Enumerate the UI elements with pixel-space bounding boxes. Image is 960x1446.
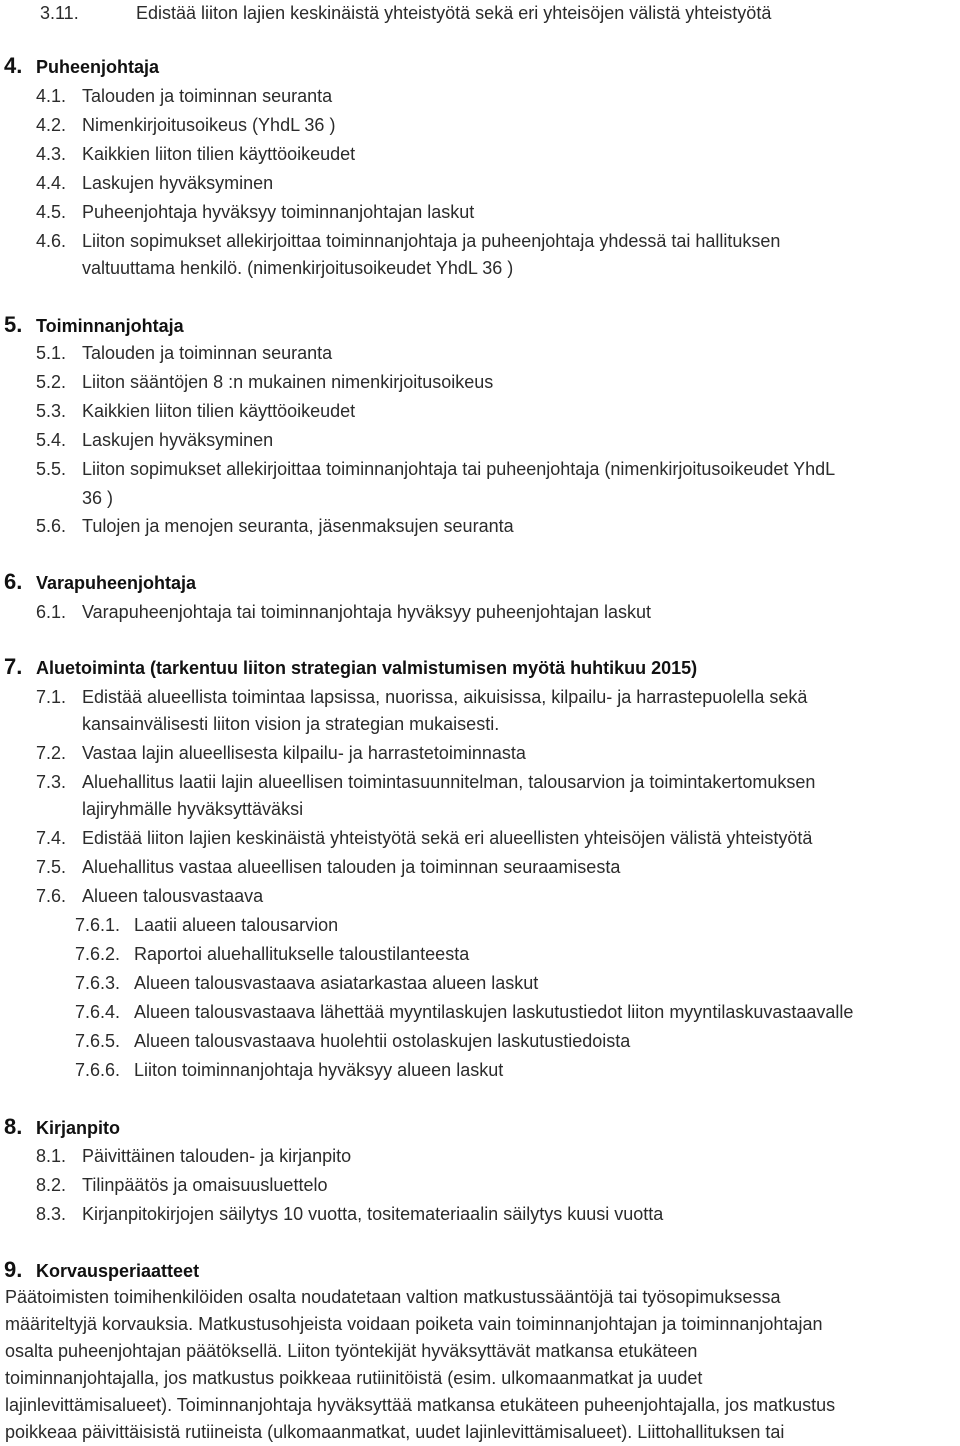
item-number: 5.4. [36, 430, 67, 450]
item-number: 7.6.6. [75, 1060, 121, 1080]
item-number: 7.4. [36, 828, 67, 848]
list-item-7-5 [36, 856, 620, 878]
list-item-5-5-continued: 36 ) [82, 488, 114, 508]
list-item-4-4 [36, 172, 273, 194]
item-text: Aluehallitus vastaa alueellisen talouden ja toiminnan seuraamisesta [82, 857, 621, 877]
section-number: 6. [4, 569, 23, 594]
section-number: 4. [4, 53, 23, 78]
item-number: 5.2. [36, 372, 67, 392]
paragraph-line: toiminnanjohtajalla, jos matkustus poikkeaa rutiinitöistä (esim. ulkomaanmatkat ja uudet [5, 1368, 703, 1388]
section-number: 9. [4, 1257, 23, 1282]
list-item-6-1 [36, 601, 651, 623]
list-item-7-1 [36, 686, 807, 708]
section-title: Kirjanpito [36, 1118, 120, 1138]
item-number: 7.1. [36, 687, 67, 707]
list-item-7-4 [36, 827, 812, 849]
item-text: Kaikkien liiton tilien käyttöoikeudet [82, 401, 356, 421]
section-heading-7 [4, 655, 697, 680]
item-text: Vastaa lajin alueellisesta kilpailu- ja harrastetoiminnasta [82, 743, 526, 763]
item-number: 7.5. [36, 857, 67, 877]
item-number: 4.5. [36, 202, 67, 222]
item-text: Aluehallitus laatii lajin alueellisen toimintasuunnitelman, talousarvion ja toimintakertomuksen [82, 772, 816, 792]
list-item-4-6 [36, 230, 780, 252]
list-item-4-5 [36, 201, 474, 223]
section-title: Toiminnanjohtaja [36, 316, 184, 336]
paragraph-line: Päätoimisten toimihenkilöiden osalta noudatetaan valtion matkustussääntöjä tai työsopimuksessa [5, 1287, 781, 1307]
section-9-paragraph [5, 1284, 955, 1446]
section-number: 8. [4, 1114, 23, 1139]
item-text: Edistää liiton lajien keskinäistä yhteistyötä sekä eri alueellisten yhteisöjen välistä yhteistyötä [82, 828, 813, 848]
item-number: 7.6.2. [75, 944, 121, 964]
list-item-5-2 [36, 371, 493, 393]
item-number: 5.5. [36, 459, 67, 479]
list-item-4-6-continued: valtuuttama henkilö. (nimenkirjoitusoikeudet YhdL 36 ) [82, 258, 514, 278]
list-item-5-5 [36, 458, 835, 480]
item-number: 7.6. [36, 886, 67, 906]
item-text: Alueen talousvastaava huolehtii ostolaskujen laskutustiedoista [134, 1031, 631, 1051]
list-item-5-6 [36, 515, 514, 537]
item-text: Päivittäinen talouden- ja kirjanpito [82, 1146, 352, 1166]
list-item-4-2 [36, 114, 335, 136]
item-text: Varapuheenjohtaja tai toiminnanjohtaja hyväksyy puheenjohtajan laskut [82, 602, 652, 622]
list-item-8-1 [36, 1145, 351, 1167]
list-item-7-3-continued: lajiryhmälle hyväksyttäväksi [82, 799, 304, 819]
list-item-7-6-5 [75, 1030, 630, 1052]
item-number: 7.6.5. [75, 1031, 121, 1051]
item-number: 5.3. [36, 401, 67, 421]
item-number: 4.2. [36, 115, 67, 135]
item-number: 8.2. [36, 1175, 67, 1195]
item-number: 8.1. [36, 1146, 67, 1166]
section-title: Varapuheenjohtaja [36, 573, 197, 593]
item-number: 4.3. [36, 144, 67, 164]
item-text: Kaikkien liiton tilien käyttöoikeudet [82, 144, 356, 164]
section-heading-6 [4, 570, 196, 595]
list-item-8-3 [36, 1203, 663, 1225]
paragraph-line: poikkeaa päivittäisistä rutiineista (ulkomaanmatkat, uudet lajinlevittämisalueet). Liittohallituksen tai [5, 1422, 785, 1442]
list-item-4-1 [36, 85, 332, 107]
item-text: Laskujen hyväksyminen [82, 173, 274, 193]
item-text: Liiton sääntöjen 8 :n mukainen nimenkirjoitusoikeus [82, 372, 494, 392]
list-item-8-2 [36, 1174, 327, 1196]
item-number: 3.11. [40, 3, 79, 23]
item-text: Kirjanpitokirjojen säilytys 10 vuotta, tositemateriaalin säilytys kuusi vuotta [82, 1204, 664, 1224]
item-text: Liiton toiminnanjohtaja hyväksyy alueen laskut [134, 1060, 504, 1080]
item-text: Alueen talousvastaava asiatarkastaa alueen laskut [134, 973, 539, 993]
list-item-7-1-continued: kansainvälisesti liiton vision ja strategian mukaisesti. [82, 714, 500, 734]
list-item-5-4 [36, 429, 273, 451]
section-heading-8 [4, 1115, 120, 1140]
section-title: Korvausperiaatteet [36, 1261, 200, 1281]
item-number: 8.3. [36, 1204, 67, 1224]
item-text: Raportoi aluehallitukselle taloustilanteesta [134, 944, 470, 964]
list-item-7-6-4 [75, 1001, 853, 1023]
section-title: Puheenjohtaja [36, 57, 160, 77]
item-text: Tilinpäätös ja omaisuusluettelo [82, 1175, 328, 1195]
item-text: Alueen talousvastaava [82, 886, 264, 906]
item-text: Tulojen ja menojen seuranta, jäsenmaksujen seuranta [82, 516, 514, 536]
item-text: Edistää liiton lajien keskinäistä yhteistyötä sekä eri yhteisöjen välistä yhteistyötä [136, 3, 772, 23]
list-item-3-11 [40, 2, 771, 24]
item-text: Puheenjohtaja hyväksyy toiminnanjohtajan laskut [82, 202, 475, 222]
item-number: 6.1. [36, 602, 67, 622]
item-number: 5.1. [36, 343, 67, 363]
item-text: Edistää alueellista toimintaa lapsissa, nuorissa, aikuisissa, kilpailu- ja harrastepuolella sekä [82, 687, 808, 707]
list-item-5-1 [36, 342, 332, 364]
item-number: 5.6. [36, 516, 67, 536]
section-heading-5 [4, 313, 184, 338]
section-number: 7. [4, 654, 23, 679]
item-text: Liiton sopimukset allekirjoittaa toiminnanjohtaja ja puheenjohtaja yhdessä tai hallituksen [82, 231, 781, 251]
paragraph-line: lajinlevittämisalueet). Toiminnanjohtaja hyväksyttää matkansa etukäteen puheenjohtajalla, jos matkustus [5, 1395, 836, 1415]
item-number: 7.6.3. [75, 973, 121, 993]
list-item-7-6-6 [75, 1059, 503, 1081]
item-text: Talouden ja toiminnan seuranta [82, 343, 333, 363]
section-number: 5. [4, 312, 23, 337]
item-number: 4.1. [36, 86, 67, 106]
section-title: Aluetoiminta (tarkentuu liiton strategian valmistumisen myötä huhtikuu 2015) [36, 658, 698, 678]
list-item-7-6 [36, 885, 263, 907]
list-item-7-2 [36, 742, 526, 764]
item-number: 4.4. [36, 173, 67, 193]
list-item-7-6-1 [75, 914, 338, 936]
paragraph-line: osalta puheenjohtajan päätöksellä. Liiton työntekijät hyväksyttävät matkansa etukäteen [5, 1341, 698, 1361]
section-heading-9 [4, 1258, 199, 1283]
item-number: 4.6. [36, 231, 67, 251]
list-item-7-6-3 [75, 972, 538, 994]
item-number: 7.6.1. [75, 915, 121, 935]
list-item-7-6-2 [75, 943, 469, 965]
section-heading-4 [4, 54, 159, 79]
item-number: 7.3. [36, 772, 67, 792]
item-text: Alueen talousvastaava lähettää myyntilaskujen laskutustiedot liiton myyntilaskuvastaavalle [134, 1002, 854, 1022]
item-number: 7.2. [36, 743, 67, 763]
item-number: 7.6.4. [75, 1002, 121, 1022]
item-text: Talouden ja toiminnan seuranta [82, 86, 333, 106]
list-item-5-3 [36, 400, 355, 422]
list-item-4-3 [36, 143, 355, 165]
item-text: Laskujen hyväksyminen [82, 430, 274, 450]
item-text: Nimenkirjoitusoikeus (YhdL 36 ) [82, 115, 336, 135]
paragraph-line: määriteltyjä korvauksia. Matkustusohjeista voidaan poiketa vain toiminnanjohtajan ja toiminnanjohtajan [5, 1314, 823, 1334]
item-text: Liiton sopimukset allekirjoittaa toiminnanjohtaja tai puheenjohtaja (nimenkirjoitusoikeudet YhdL [82, 459, 836, 479]
item-text: Laatii alueen talousarvion [134, 915, 339, 935]
list-item-7-3 [36, 771, 815, 793]
